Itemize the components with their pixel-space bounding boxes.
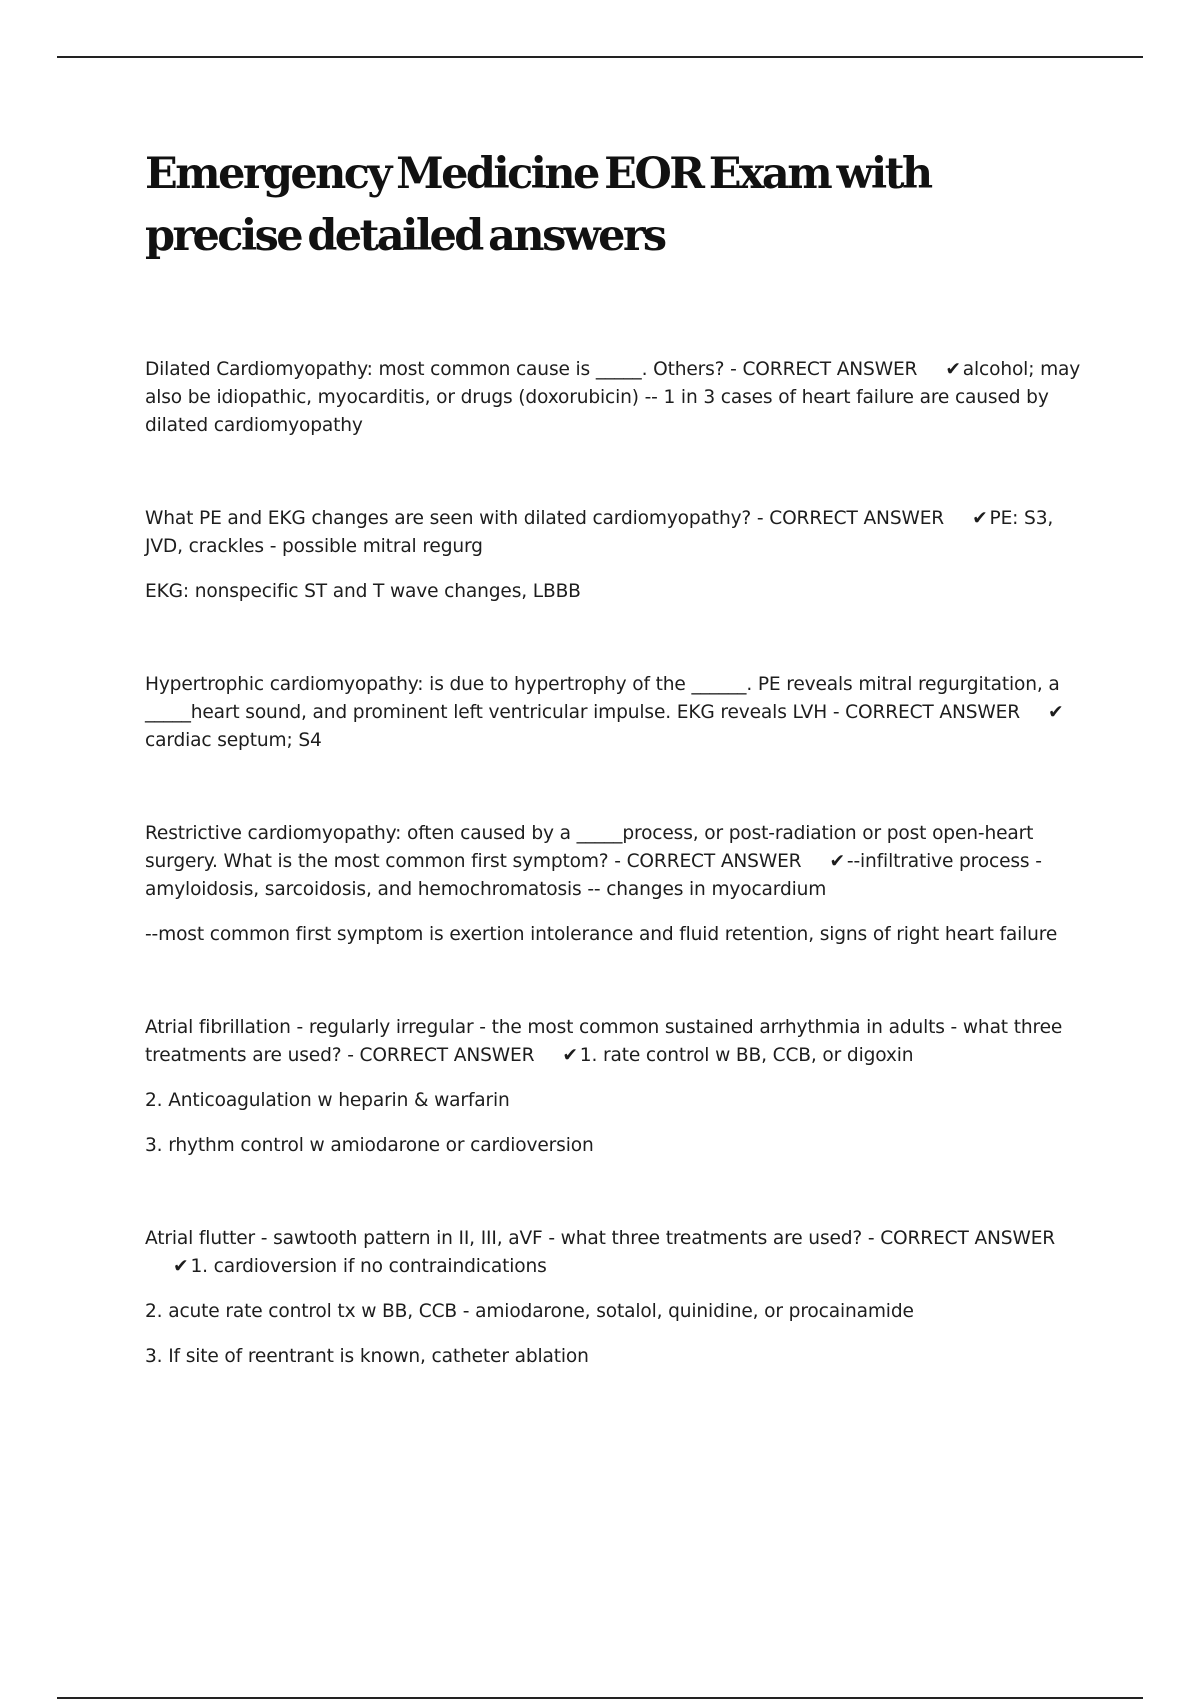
answer-continuation: --most common first symptom is exertion intolerance and fluid retention, signs of right heart failure — [145, 924, 1058, 945]
top-rule — [57, 56, 1143, 58]
answer-continuation: 2. Anticoagulation w heparin & warfarin — [145, 1090, 510, 1111]
qa-item — [145, 505, 1090, 606]
answer-continuation: 3. If site of reentrant is known, catheter ablation — [145, 1346, 589, 1367]
question-text: What PE and EKG changes are seen with dilated cardiomyopathy? - CORRECT ANSWER — [145, 508, 945, 529]
question-text: Hypertrophic cardiomyopathy: is due to hypertrophy of the ______. PE reveals mitral regurgitation, a _____heart sound, and prominent left ventricular impulse. EKG reveals LVH - CORRECT ANSWER — [145, 674, 1060, 723]
answer-text: cardiac septum; S4 — [145, 730, 322, 751]
qa-list — [145, 356, 1090, 1436]
qa-main-paragraph — [145, 505, 1090, 561]
document-title: Emergency Medicine EOR Exam with precise detailed answers — [145, 149, 931, 261]
question-text: Restrictive cardiomyopathy: often caused by a _____process, or post-radiation or post open-heart surgery. What is the most common first symptom? - CORRECT ANSWER — [145, 823, 1034, 872]
answer-text: PE: S3, JVD, crackles - possible mitral regurg — [145, 508, 1054, 557]
answer-text: alcohol; may also be idiopathic, myocarditis, or drugs (doxorubicin) -- 1 in 3 cases of heart failure are caused by dilated cardiomyopathy — [145, 359, 1081, 436]
checkmark-icon: ✔ — [972, 508, 988, 529]
answer-text: 1. cardioversion if no contraindications — [190, 1256, 547, 1277]
qa-main-paragraph — [145, 820, 1090, 904]
qa-main-paragraph — [145, 1225, 1090, 1281]
checkmark-icon: ✔ — [562, 1045, 578, 1066]
qa-item — [145, 1014, 1090, 1160]
bottom-rule — [57, 1697, 1143, 1699]
question-text: Atrial flutter - sawtooth pattern in II, III, aVF - what three treatments are used? - CORRECT ANSWER — [145, 1228, 1056, 1249]
answer-continuation: 2. acute rate control tx w BB, CCB - amiodarone, sotalol, quinidine, or procainamide — [145, 1301, 914, 1322]
qa-item — [145, 1225, 1090, 1371]
qa-item — [145, 820, 1090, 949]
checkmark-icon: ✔ — [829, 851, 845, 872]
qa-main-paragraph — [145, 1014, 1090, 1070]
answer-text: --infiltrative process - amyloidosis, sarcoidosis, and hemochromatosis -- changes in myocardium — [145, 851, 1042, 900]
answer-continuation: 3. rhythm control w amiodarone or cardioversion — [145, 1135, 594, 1156]
qa-main-paragraph — [145, 356, 1090, 440]
checkmark-icon: ✔ — [173, 1256, 189, 1277]
checkmark-icon: ✔ — [945, 359, 961, 380]
qa-item — [145, 356, 1090, 440]
checkmark-icon: ✔ — [1047, 702, 1064, 723]
answer-text: 1. rate control w BB, CCB, or digoxin — [579, 1045, 914, 1066]
answer-continuation: EKG: nonspecific ST and T wave changes, LBBB — [145, 581, 581, 602]
question-text: Atrial fibrillation - regularly irregular - the most common sustained arrhythmia in adults - what three treatments are used? - CORRECT ANSWER — [145, 1017, 1063, 1066]
qa-main-paragraph — [145, 671, 1090, 755]
question-text: Dilated Cardiomyopathy: most common cause is _____. Others? - CORRECT ANSWER — [145, 359, 918, 380]
qa-item — [145, 671, 1090, 755]
